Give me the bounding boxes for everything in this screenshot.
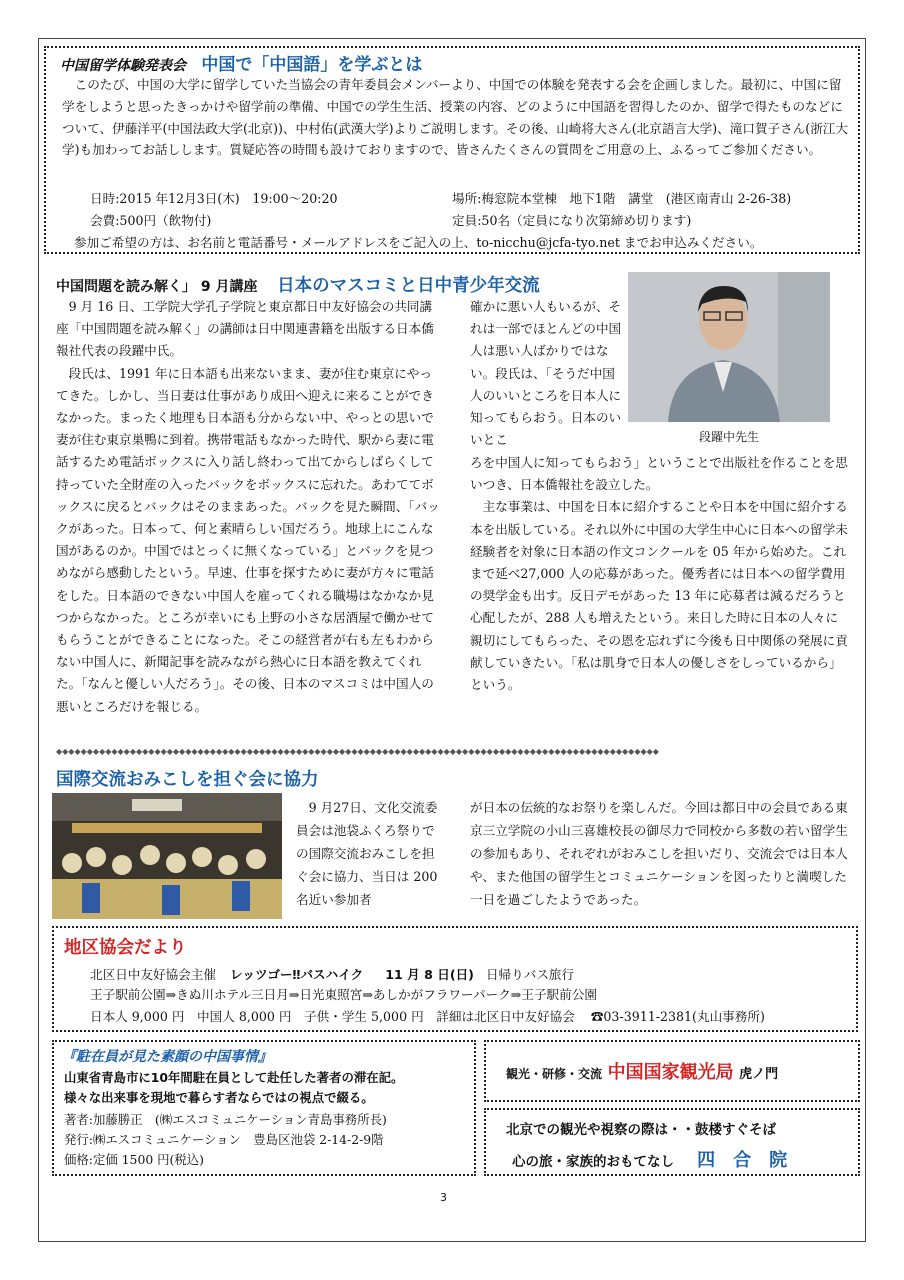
bus-hike-name: レッツゴー‼バスハイク <box>229 967 364 982</box>
omikoshi-column-1 <box>296 796 442 911</box>
book-publisher: 発行:㈱エスコミュニケーション 豊島区池袋 2-14-2-9階 <box>64 1132 384 1147</box>
event-contact: 参加ご希望の方は、お名前と電話番号・メールアドレスをご記入の上、to-nicchu@jcfa-tyo.net までお申込みください。 <box>74 235 763 250</box>
lecture-header <box>56 272 540 297</box>
bus-hike-phone: ☎03-3911-2381(丸山事務所) <box>590 1009 765 1024</box>
omikoshi-paragraph: が日本の伝統的なお祭りを楽しんだ。今回は都日中の会員である東京三立学院の小山三喜雄校長の御尽力で同校から多数の若い留学生の参加もあり、それぞれがおみこしを担いだり、交流会では日本人や、また他国の留学生とコミュニケーションを図ったりと満喫した一日を過ごしたようであった。 <box>470 800 848 907</box>
district-news-box <box>52 926 858 1032</box>
lecture-right-column-bottom <box>470 452 850 696</box>
speaker-photo-caption: 段躍中先生 <box>698 430 759 444</box>
tourism-office-name: 中国国家観光局 <box>607 1062 734 1083</box>
district-news-title: 地区協会だより <box>64 938 187 958</box>
festival-photo-image <box>52 793 282 919</box>
event-datetime: 日時:2015 年12月3日(木) 19:00～20:20 <box>90 191 338 206</box>
event-header <box>60 50 422 75</box>
lecture-paragraph: ろを中国人に知ってもらおう」ということで出版社を作ることを思いつき、日本僑報社を設立した。 <box>470 455 848 493</box>
bus-hike-date: 11 月 8 日(日) <box>385 967 474 982</box>
bus-hike-route: 王子駅前公園⇒きぬ川ホテル三日月⇒日光東照宮⇒あしかがフラワーパーク⇒王子駅前公園 <box>90 987 597 1002</box>
speaker-photo-image <box>628 272 830 422</box>
bus-hike-type: 日帰りバス旅行 <box>485 967 575 982</box>
page-number: 3 <box>440 1191 447 1204</box>
omikoshi-column-2 <box>470 796 850 911</box>
book-box <box>52 1040 476 1176</box>
restaurant-tagline: 心の旅・家族的おもてなし <box>512 1154 674 1170</box>
lecture-series: 中国問題を読み解く」 9 月講座 <box>56 279 258 295</box>
tourism-office-ad <box>484 1040 860 1102</box>
bus-hike-prices-line <box>90 1006 765 1025</box>
event-place: 場所:梅窓院本堂棟 地下1階 講堂 (港区南青山 2-26-38) <box>452 191 792 206</box>
event-capacity: 定員:50名（定員になり次第締め切ります) <box>452 213 692 228</box>
lecture-paragraph: 段氏は、1991 年に日本語も出来ないまま、妻が住む東京にやってきた。しかし、当日妻は仕事があり成田へ迎えに来ることができなかった。まったく地理も日本語も分からない中、やっとの思いで妻が住む東京巣鴨に到着。携帯電話もなかった時代、駅から妻に電話するため電話ボックスに入り話し終わって出てからしばらくして持っていた全財産の入ったバックをボックスに忘れた。あわててボックスに戻るとバックはそのままあった。バックを見た瞬間、「バックがあった。日本って、何と素晴らしい国だろう。地球上にこんな国があるのか。中国ではとっくに無くなっている」とバックを見つめながら感動したという。早速、仕事を探すために妻が方々に電話をした。日本語のできない中国人を雇ってくれる職場はなかなか見つからなかった。ところが幸いにも上野の小さな居酒屋で働かせてもらうことができることになった。そこの経営者が右も左もわからない中国人に、新聞記事を読みながら熱心に日本語を教えてくれた。「なんと優しい人だろう」。その後、日本のマスコミは中国人の悪いところだけを報じる。 <box>56 365 440 714</box>
lecture-title: 日本のマスコミと日中青少年交流 <box>277 276 540 296</box>
festival-photo <box>52 793 282 919</box>
book-lead-2: 様々な出来事を現地で暮らす者ならではの視点で綴る。 <box>64 1090 374 1105</box>
book-title: 『駐在員が見た素顔の中国事情』 <box>62 1049 272 1065</box>
study-abroad-event-box <box>44 46 860 254</box>
section-divider: ◆◆◆◆◆◆◆◆◆◆◆◆◆◆◆◆◆◆◆◆◆◆◆◆◆◆◆◆◆◆◆◆◆◆◆◆◆◆◆◆◆◆◆◆◆◆◆◆◆◆◆◆◆◆◆◆◆◆◆◆◆◆◆◆◆◆◆◆◆◆◆◆◆◆◆◆◆◆◆◆◆◆◆◆◆◆◆◆◆◆◆◆◆◆◆◆◆◆ <box>56 748 659 756</box>
tourism-office-ad-line <box>506 1058 778 1084</box>
book-lead-1: 山東省青島市に10年間駐在員として赴任した著者の滞在記。 <box>64 1070 404 1085</box>
bus-hike-prices: 日本人 9,000 円 中国人 8,000 円 子供・学生 5,000 円 詳細は北区日中友好協会 <box>90 1009 575 1024</box>
book-author: 著者:加藤勝正 (㈱エスコミュニケーション青島事務所長) <box>64 1112 387 1127</box>
event-fee: 会費:500円（飲物付) <box>90 213 212 228</box>
restaurant-ad <box>484 1108 860 1176</box>
bus-hike-organizer: 北区日中友好協会主催 <box>90 967 216 982</box>
event-subtitle: 中国留学体験発表会 <box>60 58 186 74</box>
restaurant-ad-line-2 <box>512 1146 787 1172</box>
lecture-paragraph: 主な事業は、中国を日本に紹介することや日本を中国に紹介する本を出版している。それ以外に中国の大学生中心に日本への留学未経験者を対象に日本語の作文コンクールを 05 年から始めた。これまで延べ27,000 人の応募があった。優秀者には日本への留学費用の奨学金も出す。反日デモがあった 13 年に応募者は減るだろうと心配したが、288 人も増えたという。来日した時に日本の人々に親切にしてもらった、その恩を忘れずに今後も日中関係の発展に貢献していきたい。「私は肌身で日本人の優しさをしっているから」という。 <box>470 499 848 693</box>
lecture-paragraph: 9 月 16 日、工学院大学孔子学院と東京都日中友好協会の共同講座「中国問題を読み解く」の講師は日中関連書籍を出版する日本僑報社代表の段躍中氏。 <box>56 299 434 359</box>
event-intro: このたび、中国の大学に留学していた当協会の青年委員会メンバーより、中国での体験を発表する会を企画しました。最初に、中国に留学をしようと思ったきっかけや留学前の準備、中国での学生生活、授業の内容、どのように中国語を習得したのか、留学で得たものなどについて、伊藤洋平(中国法政大学(北京))、中村佑(武漢大学)よりご説明します。その後、山崎将大さん(北京語言大学)、滝口賀子さん(浙江大学)も加わってお話しします。質疑応答の時間も設けておりますので、皆さんたくさんの質問をご用意の上、ふるってご参加ください。 <box>62 77 848 158</box>
tourism-office-tagline: 観光・研修・交流 <box>506 1067 603 1081</box>
omikoshi-title: 国際交流おみこしを担ぐ会に協力 <box>56 770 319 790</box>
restaurant-name: 四 合 院 <box>697 1150 788 1171</box>
bus-hike-line <box>90 964 574 983</box>
omikoshi-paragraph: 9 月27日、文化交流委員会は池袋ふくろ祭りでの国際交流おみこしを担ぐ会に協力、当日は 200 名近い参加者 <box>296 800 438 907</box>
lecture-right-column-top <box>470 296 622 452</box>
speaker-photo <box>628 272 830 422</box>
book-price: 価格:定価 1500 円(税込) <box>64 1152 204 1167</box>
lecture-paragraph: 確かに悪い人もいるが、それは一部でほとんどの中国人は悪い人ばかりではない。段氏は、「そうだ中国人のいいところを日本人に知ってもらおう。日本のいいとこ <box>470 299 622 448</box>
restaurant-ad-line-1: 北京での観光や視察の際は・・鼓楼すぐそば <box>506 1122 776 1138</box>
lecture-left-column <box>56 296 444 718</box>
tourism-office-location: 虎ノ門 <box>739 1067 779 1082</box>
event-title: 中国で「中国語」を学ぶとは <box>201 55 423 75</box>
